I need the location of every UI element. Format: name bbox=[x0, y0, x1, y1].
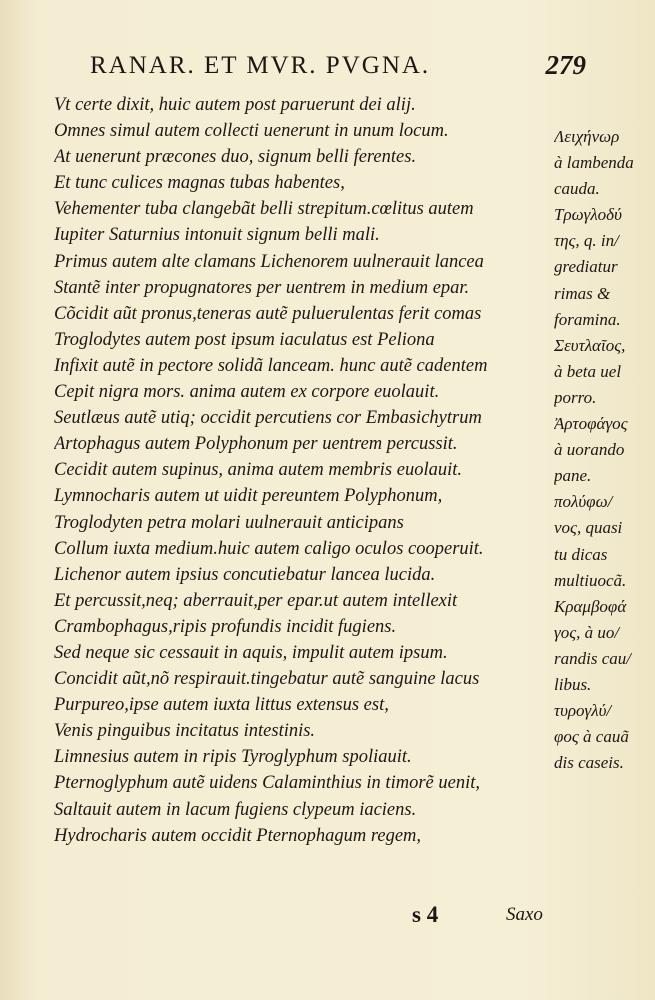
margin-note: Κραμβοφά bbox=[554, 596, 627, 616]
text-line: Purpureo,ipse autem iuxta littus extensus est, bbox=[54, 695, 389, 716]
page-footer bbox=[0, 902, 655, 932]
page-header bbox=[90, 52, 590, 86]
margin-note: multiuocã. bbox=[554, 570, 627, 590]
text-line: Omnes simul autem collecti uenerunt in unum locum. bbox=[54, 121, 449, 142]
text-line: Stantẽ inter propugnatores per uentrem in medium epar. bbox=[54, 277, 470, 298]
margin-note: της, q. in/ bbox=[554, 231, 619, 251]
text-line: Troglodytes autem post ipsum iaculatus est Peliona bbox=[54, 329, 435, 350]
margin-notes bbox=[554, 124, 654, 776]
text-line: Infixit autẽ in pectore solidã lanceam. hunc autẽ cadentem bbox=[54, 355, 488, 376]
text-line: Collum iuxta medium.huic autem caligo oculos cooperuit. bbox=[54, 538, 484, 559]
margin-note: dis caseis. bbox=[554, 753, 624, 773]
catchword: Saxo bbox=[506, 904, 543, 925]
text-line: Lichenor autem ipsius concutiebatur lancea lucida. bbox=[54, 564, 436, 585]
text-line: Troglodyten petra molari uulnerauit anticipans bbox=[54, 512, 404, 533]
text-line: Hydrocharis autem occidit Pternophagum regem, bbox=[54, 825, 422, 846]
margin-note: Τρωγλοδύ bbox=[554, 205, 622, 225]
margin-note: rimas & bbox=[554, 283, 611, 303]
text-line: Sed neque sic cessauit in aquis, impulit autem ipsum. bbox=[54, 642, 448, 663]
margin-note: πολύφω/ bbox=[554, 492, 613, 512]
main-text bbox=[54, 92, 554, 849]
margin-note: à beta uel bbox=[554, 361, 622, 381]
text-line: Vehementer tuba clangebãt belli strepitum.cœlitus autem bbox=[54, 199, 474, 220]
signature-mark: s 4 bbox=[412, 902, 439, 927]
margin-note: libus. bbox=[554, 674, 592, 694]
margin-note: cauda. bbox=[554, 179, 600, 199]
text-line: Crambophagus,ripis profundis incidit fugiens. bbox=[54, 616, 397, 637]
margin-note: porro. bbox=[554, 387, 597, 407]
margin-note: γος, à uo/ bbox=[554, 622, 620, 642]
text-line: Cõcidit aũt pronus,teneras autẽ puluerulentas ferit comas bbox=[54, 303, 482, 324]
margin-note: Ἀρτοφάγος bbox=[554, 414, 628, 434]
margin-note: grediatur bbox=[554, 257, 618, 277]
text-line: Iupiter Saturnius intonuit signum belli mali. bbox=[54, 225, 380, 246]
margin-note: νος, quasi bbox=[554, 518, 623, 538]
margin-note: randis cau/ bbox=[554, 648, 631, 668]
running-title: RANAR. ET MVR. PVGNA. bbox=[90, 52, 431, 79]
text-line: Cecidit autem supinus, anima autem membris euolauit. bbox=[54, 460, 462, 481]
margin-note: pane. bbox=[554, 466, 592, 486]
text-line: Saltauit autem in lacum fugiens clypeum iaciens. bbox=[54, 799, 417, 820]
text-line: Seutlæus autẽ utiq; occidit percutiens cor Embasichytrum bbox=[54, 408, 482, 429]
text-line: At uenerunt præcones duo, signum belli ferentes. bbox=[54, 147, 417, 168]
text-line: Lymnocharis autem ut uidit pereuntem Polyphonum, bbox=[54, 486, 443, 507]
margin-note: à uorando bbox=[554, 440, 625, 460]
margin-note: Λειχήνωρ bbox=[554, 127, 620, 146]
text-line: Vt certe dixit, huic autem post paruerunt dei alij. bbox=[54, 95, 416, 115]
page-number: 279 bbox=[545, 50, 586, 80]
margin-note: φος à cauã bbox=[554, 727, 629, 747]
margin-note: à lambenda bbox=[554, 153, 634, 173]
text-line: Pternoglyphum autẽ uidens Calaminthius in timorẽ uenit, bbox=[54, 773, 480, 794]
margin-note: Σευτλαῖος, bbox=[554, 335, 626, 355]
text-line: Venis pinguibus incitatus intestinis. bbox=[54, 721, 316, 742]
text-line: Et percussit,neq; aberrauit,per epar.ut autem intellexit bbox=[54, 590, 458, 611]
text-line: Cepit nigra mors. anima autem ex corpore euolauit. bbox=[54, 382, 440, 403]
text-line: Et tunc culices magnas tubas habentes, bbox=[54, 173, 345, 194]
text-line: Artophagus autem Polyphonum per uentrem percussit. bbox=[54, 434, 458, 455]
text-line: Limnesius autem in ripis Tyroglyphum spoliauit. bbox=[54, 747, 412, 768]
text-line: Primus autem alte clamans Lichenorem uulnerauit lancea bbox=[54, 251, 484, 272]
margin-note: foramina. bbox=[554, 309, 621, 329]
margin-note: tu dicas bbox=[554, 544, 608, 564]
text-line: Concidit aũt,nõ respirauit.tingebatur autẽ sanguine lacus bbox=[54, 669, 480, 690]
margin-note: τυρογλύ/ bbox=[554, 701, 612, 721]
